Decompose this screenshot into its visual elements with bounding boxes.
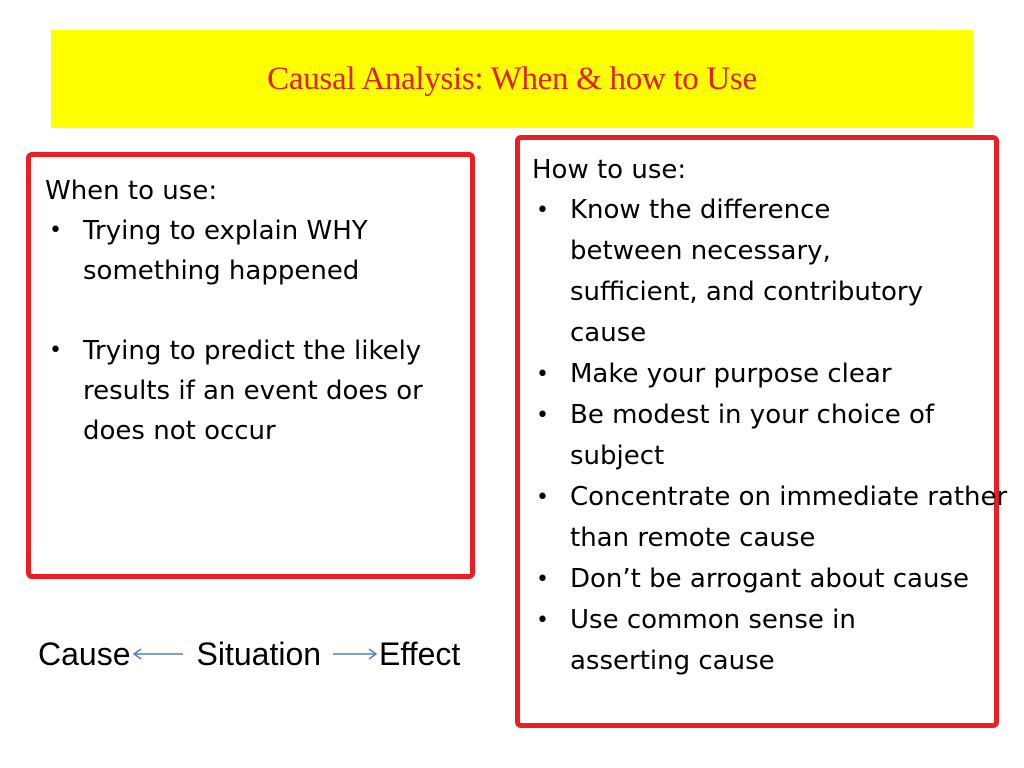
bullet-icon: •: [536, 362, 549, 387]
list-item-text: Know the difference between necessary, sufficient, and contributory cause: [570, 195, 924, 348]
how-to-use-box: [515, 135, 1008, 728]
slide-title: Causal Analysis: When & how to Use: [267, 60, 757, 97]
list-item: [532, 354, 1010, 395]
when-to-use-box: [26, 152, 475, 579]
bullet-icon: •: [536, 198, 549, 223]
list-item: [45, 331, 463, 451]
list-item-text: Don’t be arrogant about cause: [570, 564, 969, 594]
list-item-text: Use common sense in asserting cause: [570, 605, 856, 676]
list-item: [532, 559, 1010, 600]
how-to-use-list: [532, 190, 1008, 682]
arrow-right-icon: [331, 647, 379, 661]
list-item: [532, 477, 1020, 559]
when-to-use-heading: When to use:: [45, 176, 218, 206]
list-item-text: Trying to predict the likely results if an event does or does not occur: [83, 336, 423, 446]
effect-label: Effect: [379, 635, 461, 672]
list-item-text: Be modest in your choice of subject: [570, 400, 935, 471]
title-banner: [51, 30, 973, 128]
cause-label: Cause: [38, 635, 131, 672]
list-item-text: Trying to explain WHY something happened: [83, 216, 368, 286]
bullet-icon: •: [536, 608, 549, 633]
bullet-icon: •: [536, 567, 549, 592]
list-item: [532, 600, 970, 682]
bullet-icon: •: [49, 218, 62, 243]
list-item-text: Concentrate on immediate rather than remote cause: [570, 482, 1008, 553]
how-to-use-heading: How to use:: [532, 155, 687, 185]
situation-label: Situation: [196, 635, 322, 672]
list-item: [532, 395, 1010, 477]
list-item: [532, 190, 930, 354]
cause-effect-flow: [38, 630, 460, 678]
arrow-left-icon: [131, 647, 185, 661]
when-to-use-list: [45, 211, 470, 451]
bullet-icon: •: [49, 338, 62, 363]
list-item-text: Make your purpose clear: [570, 359, 892, 389]
list-item: [45, 211, 483, 291]
bullet-icon: •: [536, 485, 549, 510]
bullet-icon: •: [536, 403, 549, 428]
